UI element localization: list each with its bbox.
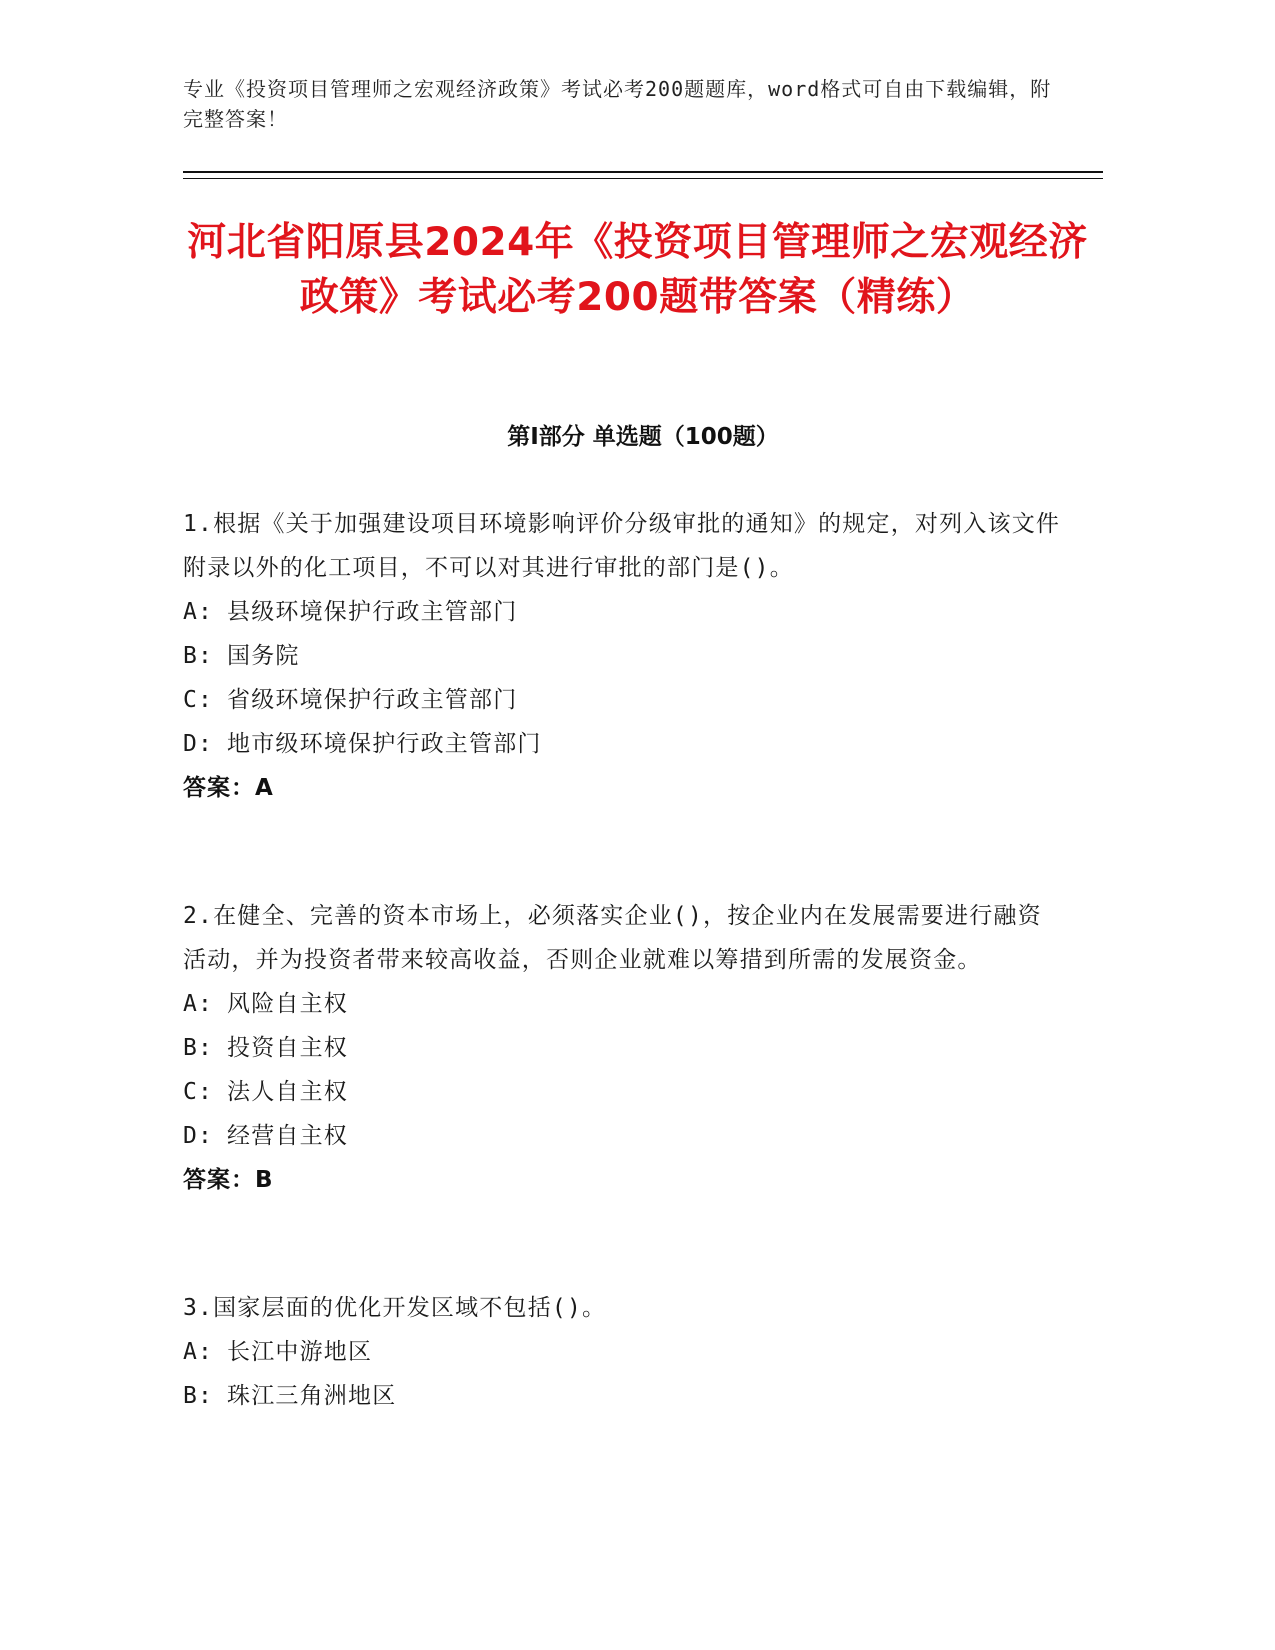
answer-label: 答案：A [183,775,274,801]
option-letter: B: [183,1383,214,1409]
option-a [183,982,1063,1026]
question-text: 3.国家层面的优化开发区域不包括()。 [183,1295,607,1321]
option-text: 投资自主权 [227,1035,348,1061]
question-text: 1.根据《关于加强建设项目环境影响评价分级审批的通知》的规定，对列入该文件附录以外的化工项目，不可以对其进行审批的部门是()。 [183,511,1061,581]
option-text: 省级环境保护行政主管部门 [227,687,518,713]
option-text: 县级环境保护行政主管部门 [227,599,518,625]
option-letter: A: [183,1339,214,1365]
option-d [183,1114,1063,1158]
option-c [183,1070,1063,1114]
option-b [183,634,1063,678]
option-c [183,678,1063,722]
section-title: 第Ⅰ部分 单选题（100题） [507,424,779,450]
option-letter: D: [183,1123,214,1149]
option-b [183,1374,1063,1418]
document-title: 河北省阳原县2024年《投资项目管理师之宏观经济政策》考试必考200题带答案（精练） [187,220,1088,320]
option-text: 风险自主权 [227,991,348,1017]
option-letter: A: [183,599,214,625]
question-1 [183,502,1063,810]
question-text: 2.在健全、完善的资本市场上，必须落实企业()，按企业内在发展需要进行融资活动，并为投资者带来较高收益，否则企业就难以筹措到所需的发展资金。 [183,903,1042,973]
option-text: 经营自主权 [227,1123,348,1149]
question-3 [183,1286,1063,1418]
option-text: 地市级环境保护行政主管部门 [227,731,542,757]
option-text: 法人自主权 [227,1079,348,1105]
option-a [183,590,1063,634]
header-note: 专业《投资项目管理师之宏观经济政策》考试必考200题题库，word格式可自由下载编辑，附完整答案！ [183,77,1052,131]
option-text: 长江中游地区 [227,1339,373,1365]
option-letter: B: [183,643,214,669]
option-letter: C: [183,1079,214,1105]
option-letter: A: [183,991,214,1017]
option-text: 国务院 [227,643,300,669]
option-letter: C: [183,687,214,713]
option-a [183,1330,1063,1374]
answer-label: 答案：B [183,1167,274,1193]
option-letter: B: [183,1035,214,1061]
header-divider-thick [183,171,1103,173]
question-2 [183,894,1063,1202]
option-b [183,1026,1063,1070]
option-d [183,722,1063,766]
option-letter: D: [183,731,214,757]
header-divider-thin [183,178,1103,179]
option-text: 珠江三角洲地区 [227,1383,397,1409]
